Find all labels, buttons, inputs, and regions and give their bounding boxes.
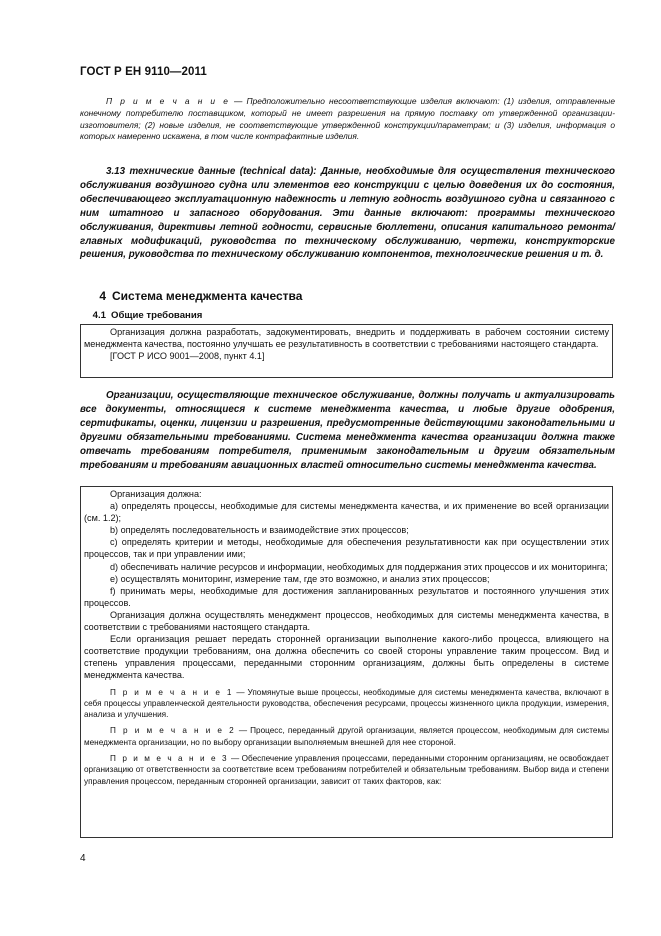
definition-number: 3.13 [106, 166, 126, 177]
note-3-label: П р и м е ч а н и е 3 [110, 753, 229, 763]
section-4-1-heading [80, 310, 202, 321]
note-2-text: — Процесс, переданный другой организации, является процессом, необходимым для системы менеджмента организации, но по выбору организации выполняемым внешней для нее стороной. [84, 726, 609, 747]
box2-intro: Организация должна: [110, 489, 202, 499]
box1-text: Организация должна разработать, задокументировать, внедрить и поддерживать в рабочем состоянии систему менеджмента качества, постоянно улучшать ее результативность в соответствии с требованиями настоящего стандарта. [84, 327, 609, 350]
list-item-f: f) принимать меры, необходимые для достижения запланированных результатов и постоянного улучшения этих процессов. [84, 585, 609, 608]
aviation-requirement [80, 389, 615, 472]
note-3 [84, 753, 609, 787]
subsection-number: 4.1 [92, 310, 106, 321]
standard-code-header: ГОСТ Р ЕН 9110—2011 [80, 66, 207, 78]
list-item-c: c) определять критерии и методы, необходимые для обеспечения результативности как при осуществлении этих процессов, так и при управлении ими; [84, 537, 609, 560]
aviation-paragraph: Организации, осуществляющие техническое обслуживание, должны получать и актуализировать все документы, относящиеся к системе менеджмента качества, и любые другие одобрения, сертификаты, оценки, лицензии и разрешения, предусмотренные действующими законодательными и другими обязательными требованиями. Система менеджмента качества организации должна также отвечать требованиям потребителя, применимым законодательным и другим обязательным требованиям и требованиям авиационных властей относительно системы менеджмента качества. [80, 390, 615, 471]
list-item-e: e) осуществлять мониторинг, измерение там, где это возможно, и анализ этих процессов; [110, 573, 490, 584]
subsection-title: Общие требования [111, 310, 203, 321]
section-4-heading [80, 289, 302, 303]
iso-requirement-box-1 [80, 324, 613, 378]
note-1 [84, 687, 609, 721]
note-1-label: П р и м е ч а н и е 1 [110, 687, 234, 697]
note-2 [84, 725, 609, 748]
note-3-text: — Обеспечение управления процессами, переданными сторонним организациям, не освобождает организацию от ответственности за соответствие всем требованиям потребителей и обязательным требованиям. Выбор вида и степени управления процессом, переданным сторонней организации, зависит от таких факторов, как: [84, 753, 610, 786]
note-label: П р и м е ч а н и е [106, 96, 230, 106]
section-number: 4 [99, 289, 106, 303]
page-number: 4 [80, 853, 86, 864]
note-top [80, 96, 615, 143]
box2-paragraph-1: Организация должна осуществлять менеджмент процессов, необходимых для системы менеджмента качества, в соответствии с требованиями настоящего стандарта. [84, 609, 609, 633]
box2-paragraph-2: Если организация решает передать сторонней организации выполнение какого-либо процесса, влияющего на соответствие продукции требованиям, она должна обеспечить со своей стороны управление таким процессом. Вид и степень управления процессами, переданными сторонним организациям, должны быть определены в системе менеджмента качества. [84, 634, 609, 681]
definition-text: : Данные, необходимые для осуществления технического обслуживания воздушного судна или элементов его конструкции с целью доведения их до состояния, обеспечивающего эксплуатационную надежность и летную годность воздушного судна и связанного с ним штатного и запасного оборудования. Эти данные включают: программы технического обслуживания, директивы летной годности, сервисные бюллетени, описания капитального ремонта/главных модификаций, руководства по техническому обслуживанию, чертежи, конструкторские решения, руководства по техническому обслуживанию компонентов, технологические решения и т. д. [80, 166, 615, 261]
definition-3-13 [80, 165, 615, 262]
definition-term: технические данные (technical data) [125, 166, 314, 177]
list-item-a: a) определять процессы, необходимые для системы менеджмента качества, и их применение во всей организации (см. 1.2); [84, 501, 609, 524]
box1-reference: [ГОСТ Р ИСО 9001—2008, пункт 4.1] [110, 351, 265, 362]
note-2-label: П р и м е ч а н и е 2 [110, 726, 236, 736]
note-1-text: — Упомянутые выше процессы, необходимые для системы менеджмента качества, включают в себя процессы управленческой деятельности руководства, обеспечения ресурсами, процессы жизненного цикла продукции, измерения, анализа и улучшения. [84, 687, 609, 720]
list-item-b: b) определять последовательность и взаимодействие этих процессов; [110, 525, 409, 536]
iso-requirement-box-2 [80, 486, 613, 838]
note-text: — Предположительно несоответствующие изделия включают: (1) изделия, отправленные конечному потребителю поставщиком, который не имеет разрешения на прямую поставку от утвержденной организации-изготовителя; (2) новые изделия, не соответствующие утвержденной конструкции/параметрам; и (3) изделия, информация о которых намеренно искажена, в том числе контрафактные изделия. [80, 96, 615, 142]
section-title: Система менеджмента качества [112, 289, 303, 303]
list-item-d: d) обеспечивать наличие ресурсов и информации, необходимых для поддержания этих процессов и их мониторинга; [110, 561, 608, 572]
